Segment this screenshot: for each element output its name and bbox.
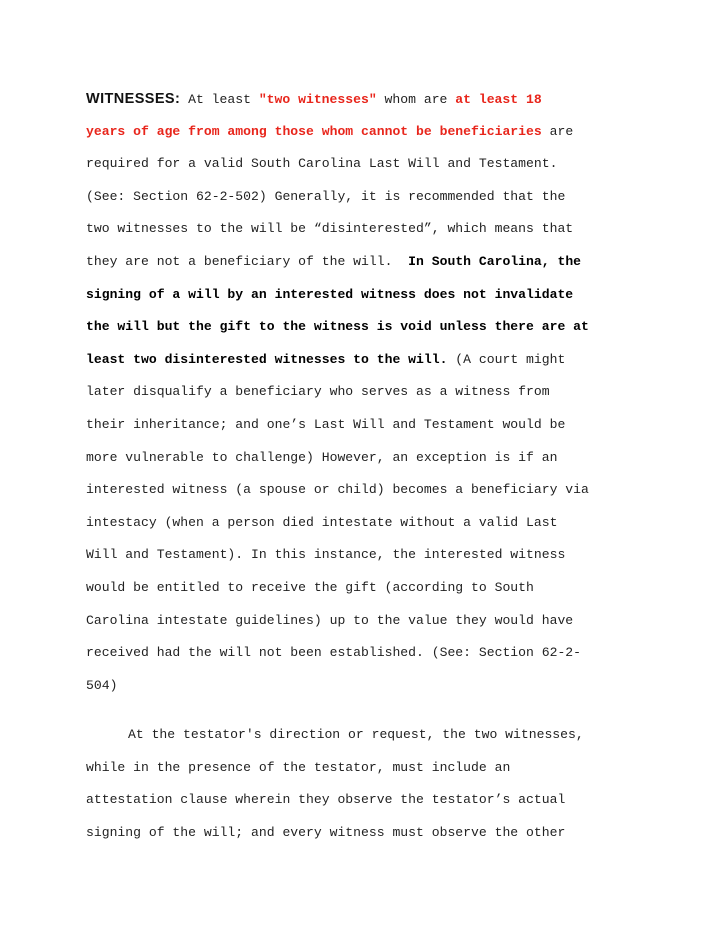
text-line: their inheritance; and one’s Last Will and Testament would be bbox=[86, 416, 566, 432]
text-line: later disqualify a beneficiary who serves as a witness from bbox=[86, 384, 550, 400]
text-line: more vulnerable to challenge) However, an exception is if an bbox=[86, 449, 558, 465]
text-run: At least bbox=[180, 92, 259, 107]
text-line: Will and Testament). In this instance, the interested witness bbox=[86, 547, 566, 563]
section-heading: WITNESSES: bbox=[86, 91, 181, 107]
bold-text: In South Carolina, the bbox=[408, 253, 582, 269]
text-line bbox=[86, 719, 646, 752]
text-run: they are not a beneficiary of the will. bbox=[86, 253, 409, 269]
text-line bbox=[86, 246, 646, 279]
text-line: interested witness (a spouse or child) becomes a beneficiary via bbox=[86, 482, 589, 498]
text-line bbox=[86, 344, 646, 377]
text-line-bold: the will but the gift to the witness is void unless there are at bbox=[86, 319, 589, 335]
text-line: received had the will not been established. (See: Section 62-2- bbox=[86, 645, 582, 661]
text-line: (See: Section 62-2-502) Generally, it is recommended that the bbox=[86, 188, 566, 204]
text-line bbox=[86, 83, 646, 116]
text-line-bold: signing of a will by an interested witness does not invalidate bbox=[86, 286, 574, 302]
text-line: attestation clause wherein they observe the testator’s actual bbox=[86, 792, 566, 808]
highlight-red: at least 18 bbox=[455, 92, 542, 107]
text-line: while in the presence of the testator, must include an bbox=[86, 759, 511, 775]
highlight-red: "two witnesses" bbox=[258, 92, 377, 107]
bold-text: least two disinterested witnesses to the will. bbox=[86, 351, 448, 367]
text-line bbox=[86, 116, 646, 149]
text-line: two witnesses to the will be “disinterested”, which means that bbox=[86, 221, 574, 237]
text-run: (A court might bbox=[447, 351, 566, 367]
text-line: would be entitled to receive the gift (according to South bbox=[86, 579, 534, 595]
text-run: whom are bbox=[376, 92, 456, 107]
highlight-red: years of age from among those whom cannot be beneficiaries bbox=[86, 123, 542, 139]
document-body bbox=[86, 83, 646, 850]
paragraph-gap bbox=[86, 702, 646, 719]
text-line: 504) bbox=[86, 677, 118, 693]
text-line: signing of the will; and every witness must observe the other bbox=[86, 825, 566, 841]
text-line: required for a valid South Carolina Last Will and Testament. bbox=[86, 156, 558, 172]
text-run: At the testator's direction or request, the two witnesses, bbox=[128, 727, 584, 743]
text-line: intestacy (when a person died intestate without a valid Last bbox=[86, 514, 558, 530]
text-line: Carolina intestate guidelines) up to the value they would have bbox=[86, 612, 574, 628]
text-run: are bbox=[541, 123, 574, 139]
